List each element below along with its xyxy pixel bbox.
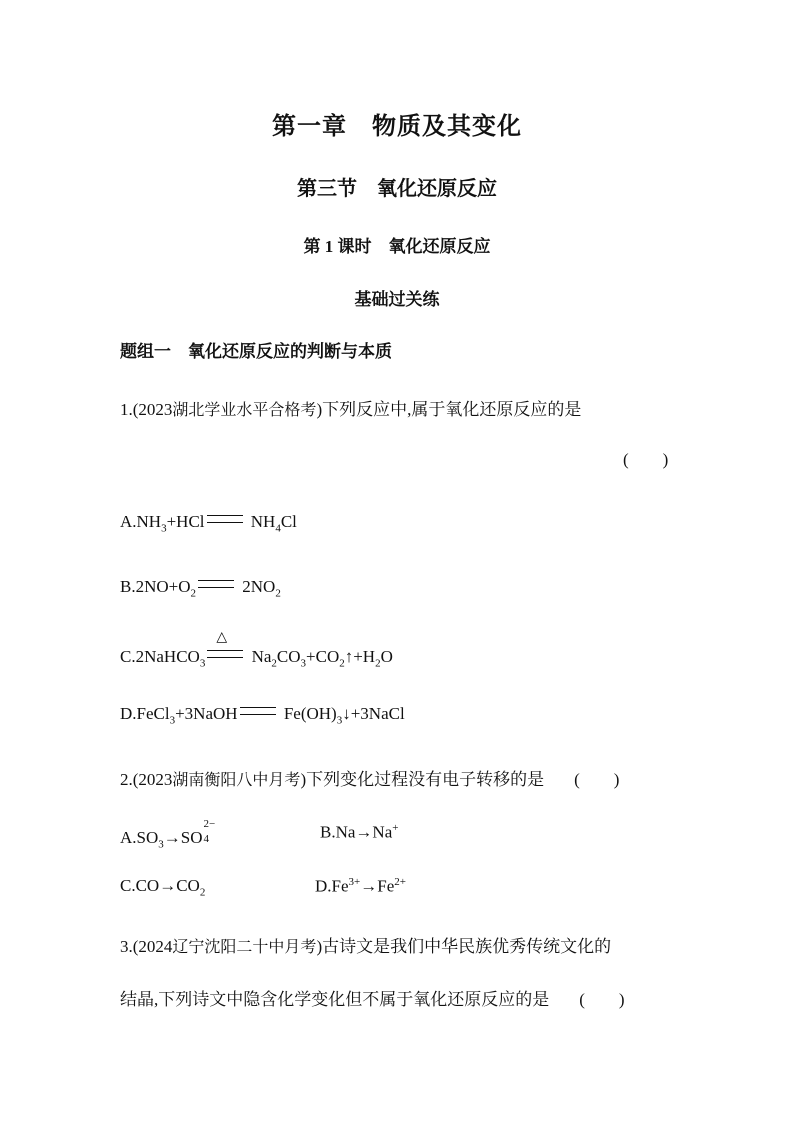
question-2-stem xyxy=(120,765,619,790)
chapter-title: 第一章 物质及其变化 xyxy=(272,114,522,140)
question-2-option-c: $C.CO\to CO_2$ xyxy=(120,876,206,899)
question-1-answer-bracket: ( ) xyxy=(623,450,669,469)
question-1-option-d: D.FeCl$_3$+3NaOH $Fe(OH)_3↓+3NaCl$ xyxy=(120,704,405,727)
question-1-source: 湖北学业水平合格考 xyxy=(172,400,317,419)
question-2-text: )下列变化过程没有电子转移的是 xyxy=(300,770,545,789)
section-title: 第三节 氧化还原反应 xyxy=(297,178,497,200)
question-1-number: 1.(2023 xyxy=(120,400,173,419)
question-2-source: 湖南衡阳八中月考 xyxy=(172,770,301,789)
exercise-title: 基础过关练 xyxy=(354,290,440,309)
question-1-option-c: C.2NaHCO$_3$ △ $Na_2CO_3+CO_2↑+H_2O$ xyxy=(120,630,393,670)
question-1-option-a: $A.NH_3+HCl$ $NH_4Cl$ xyxy=(120,512,297,535)
option-a-reactants: $A.NH_3+HCl$ xyxy=(120,512,205,535)
question-1-stem xyxy=(120,395,581,420)
question-3-stem-line-1 xyxy=(120,932,611,957)
equals-sign xyxy=(207,515,243,523)
lesson-title: 第 1 课时 氧化还原反应 xyxy=(303,237,491,256)
question-3-stem-line-2 xyxy=(120,985,625,1010)
question-2-option-b: B.Na→Na+ xyxy=(320,822,399,842)
question-2-option-a: $A.SO_3\to SO$ 2− 4 xyxy=(120,818,216,851)
question-3-number: 3.(2024 xyxy=(120,937,173,956)
equals-sign xyxy=(198,580,234,588)
question-3-source: 辽宁沈阳二十中月考 xyxy=(172,937,317,956)
question-3-text-2: 结晶,下列诗文中隐含化学变化但不属于氧化还原反应的是 xyxy=(120,990,550,1009)
question-3-answer-bracket: ( ) xyxy=(579,990,625,1009)
heat-triangle-icon: △ xyxy=(216,630,228,645)
question-group-title: 题组一 氧化还原反应的判断与本质 xyxy=(120,342,392,361)
question-1-option-b: $B.2NO+O_2$ $2NO_2$ xyxy=(120,577,281,600)
question-3-text-1: )古诗文是我们中华民族优秀传统文化的 xyxy=(316,937,612,956)
question-2-answer-bracket: ( ) xyxy=(574,770,620,789)
question-1-text: )下列反应中,属于氧化还原反应的是 xyxy=(316,400,582,419)
question-2-number: 2.(2023 xyxy=(120,770,173,789)
equals-sign-heat xyxy=(207,630,243,658)
equals-sign xyxy=(240,707,276,715)
question-2-option-d: $D.Fe^{3+}\to Fe^{2+}$ xyxy=(315,876,406,896)
